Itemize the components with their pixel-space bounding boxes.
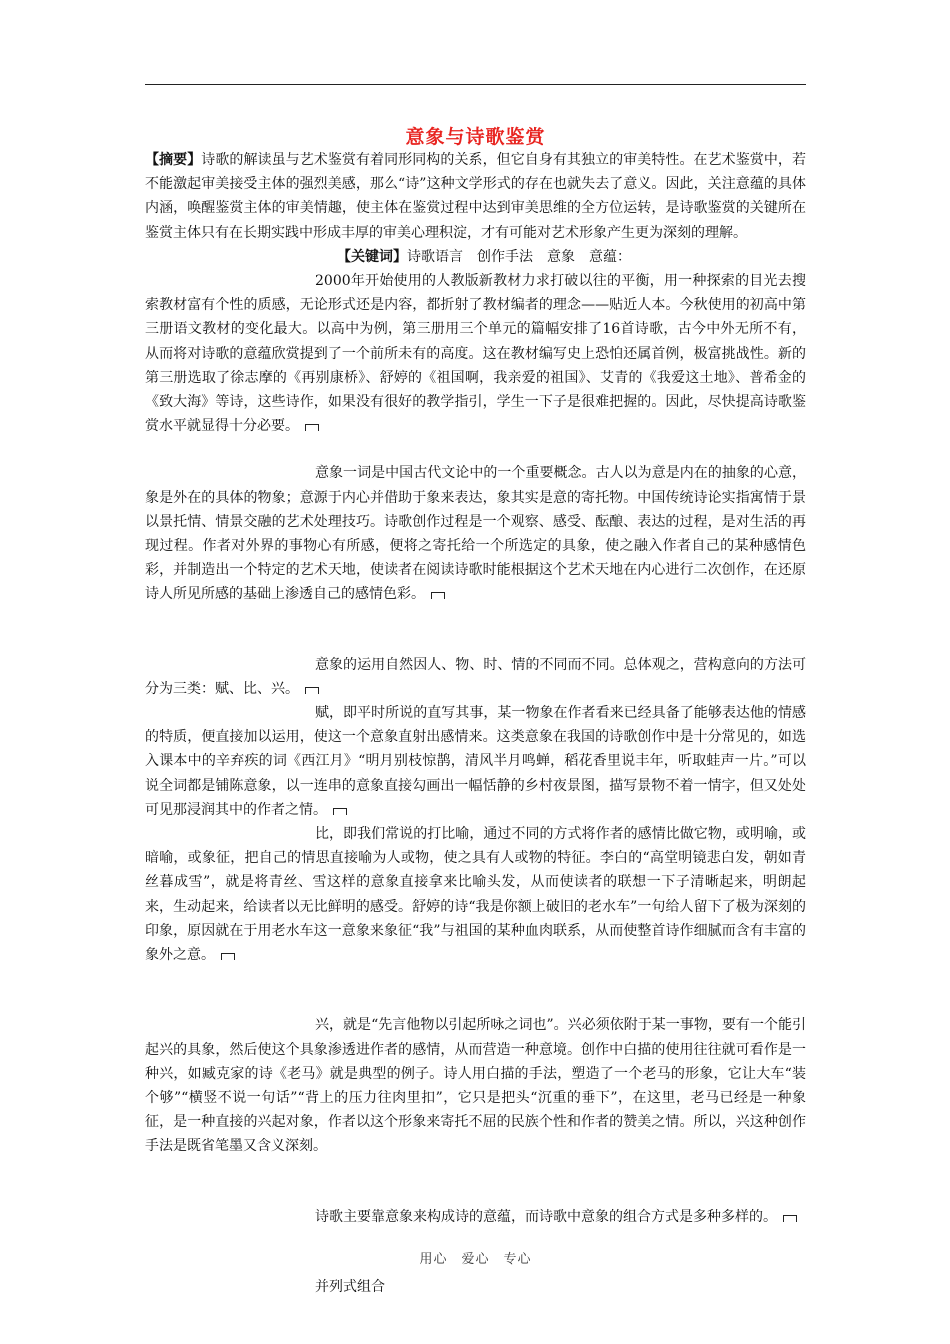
spacer <box>145 607 806 630</box>
paragraph-mark-icon <box>221 953 235 960</box>
paragraph-mark-icon <box>431 592 445 599</box>
spacer <box>145 630 806 653</box>
keywords-label: 【关键词】 <box>337 248 407 265</box>
body-paragraph-4: 赋，即平时所说的直写其事，某一物象在作者看来已经具备了能够表达他的情感的特质，便直接加以运用，使这一个意象直射出感情来。这类意象在我国的诗歌创作中是十分常见的，如选入课本中的辛弃疾的词《西江月》“明月别枝惊鹊，清风半月鸣蝉，稻花香里说丰年，听取蛙声一片。”可以说全词都是铺陈意象，以一连串的意象直接勾画出一幅恬静的乡村夜景图，描写景物不着一情字，但又处处可见那浸润其中的作者之情。 <box>145 705 806 818</box>
spacer <box>145 990 806 1013</box>
body-paragraph-3: 意象的运用自然因人、物、时、情的不同而不同。总体观之，营构意向的方法可分为三类：赋、比、兴。 <box>145 656 806 697</box>
body-paragraph-6: 兴，就是“先言他物以引起所咏之词也”。兴必须依附于某一事物，要有一个能引起兴的具象，然后使这个具象渗透进作者的感情，从而营造一种意境。创作中白描的使用往往就可看作是一种兴，如臧克家的诗《老马》就是典型的例子。诗人用白描的手法，塑造了一个老马的形象，它让大车“装个够”“横竖不说一句话”“背上的压力往肉里扣”，它只是把头“沉重的垂下”，在这里，老马已经是一种象征，是一种直接的兴起对象，作者以这个形象来寄托不屈的民族个性和作者的赞美之情。所以，兴这种创作手法是既省笔墨又含义深刻。 <box>145 1017 806 1155</box>
body-paragraph-5: 比，即我们常说的打比喻，通过不同的方式将作者的感情比做它物，或明喻，或暗喻，或象征，把自己的情思直接喻为人或物，使之具有人或物的特征。李白的“高堂明镜悲白发，朝如青丝暮成雪”，就是将青丝、雪这样的意象直接拿来比喻头发，从而使读者的联想一下子清晰起来，明朗起来，生动起来，给读者以无比鲜明的感受。舒婷的诗“我是你额上破旧的老水车”一句给人留下了极为深刻的印象，原因就在于用老水车这一意象来象征“我”与祖国的某种血肉联系，从而使整首诗作细腻而含有丰富的象外之意。 <box>145 826 806 964</box>
document-body <box>145 148 806 1299</box>
paragraph-mark-icon <box>305 687 319 694</box>
page-footer: 用心 爱心 专心 <box>419 1252 532 1267</box>
header-rule <box>145 84 806 85</box>
spacer <box>145 967 806 990</box>
body-paragraph-1: 2000年开始使用的人教版新教材力求打破以往的平衡，用一种探索的目光去搜索教材富有个性的质感，无论形式还是内容，都折射了教材编者的理念——贴近人本。今秋使用的初高中第三册语文教材的变化最大。以高中为例，第三册用三个单元的篇幅安排了16首诗歌，古今中外无所不有，从而将对诗歌的意蕴欣赏提到了一个前所未有的高度。这在教材编写史上恐怕还属首例，极富挑战性。新的第三册选取了徐志摩的《再别康桥》、舒婷的《祖国啊，我亲爱的祖国》、艾青的《我爱这土地》、普希金的《致大海》等诗，这些诗作，如果没有很好的教学指引，学生一下子是很难把握的。因此，尽快提高诗歌鉴赏水平就显得十分必要。 <box>145 273 806 435</box>
page-title: 意象与诗歌鉴赏 <box>405 126 546 148</box>
abstract-paragraph <box>145 148 806 245</box>
paragraph-mark-icon <box>305 424 319 431</box>
spacer <box>145 438 806 461</box>
keywords-line <box>145 245 806 269</box>
abstract-text: 诗歌的解读虽与艺术鉴赏有着同形同构的关系，但它自身有其独立的审美特性。在艺术鉴赏中，若不能激起审美接受主体的强烈美感，那么“诗”这种文学形式的存在也就失去了意义。因此，关注意蕴的具体内涵，唤醒鉴赏主体的审美情趣，使主体在鉴赏过程中达到审美思维的全方位运转，是诗歌鉴赏的关键所在鉴赏主体只有在长期实践中形成丰厚的审美心理积淀，才有可能对艺术形象产生更为深刻的理解。 <box>145 152 807 241</box>
section-heading: 并列式组合 <box>315 1278 385 1295</box>
spacer <box>145 1182 806 1205</box>
paragraph-mark-icon <box>783 1215 797 1222</box>
paragraph-mark-icon <box>333 808 347 815</box>
abstract-label: 【摘要】 <box>145 152 202 168</box>
keywords-text: 诗歌语言 创作手法 意象 意蕴： <box>407 248 631 265</box>
body-paragraph-7: 诗歌主要靠意象来构成诗的意蕴，而诗歌中意象的组合方式是多种多样的。 <box>145 1205 806 1229</box>
body-paragraph-2: 意象一词是中国古代文论中的一个重要概念。古人以为意是内在的抽象的心意，象是外在的具体的物象；意源于内心并借助于象来表达，象其实是意的寄托物。中国传统诗论实指寓情于景以景托情、情景交融的艺术处理技巧。诗歌创作过程是一个观察、感受、酝酿、表达的过程，是对生活的再现过程。作者对外界的事物心有所感，便将之寄托给一个所选定的具象，使之融入作者自己的某种感情色彩，并制造出一个特定的艺术天地，使读者在阅读诗歌时能根据这个艺术天地在内心进行二次创作，在还原诗人所见所感的基础上渗透自己的感情色彩。 <box>145 465 806 603</box>
spacer <box>145 1159 806 1182</box>
